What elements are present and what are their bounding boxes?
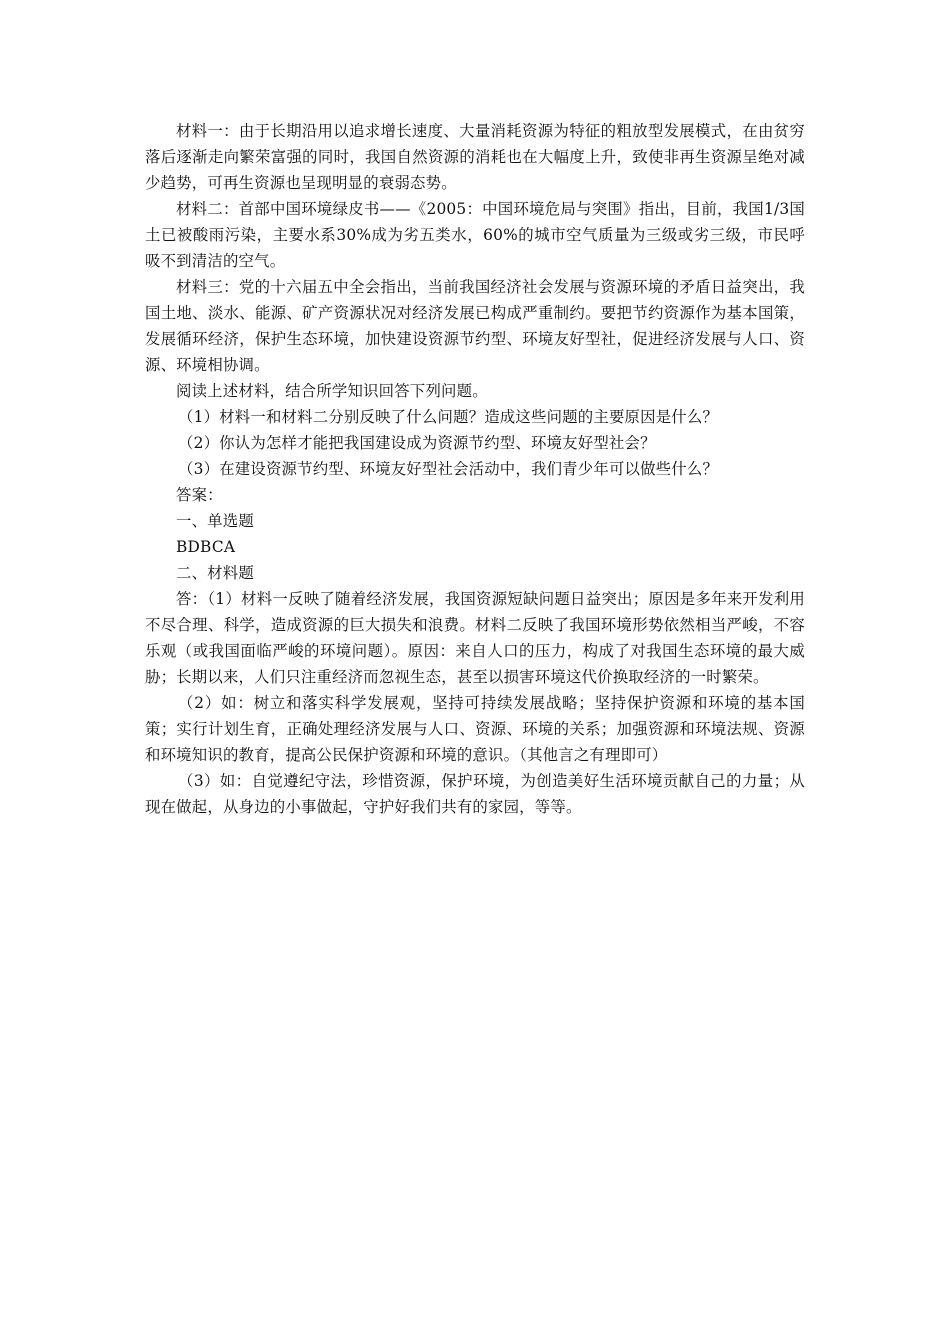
section-single-choice-heading: 一、单选题 bbox=[176, 512, 254, 530]
answer-3-paragraph: （3）如：自觉遵纪守法，珍惜资源，保护环境，为创造美好生活环境贡献自己的力量；从现在做起，从身边的小事做起，守护好我们共有的家园，等等。 bbox=[145, 772, 805, 816]
section-material-heading: 二、材料题 bbox=[176, 564, 254, 582]
answer-2-paragraph: （2）如：树立和落实科学发展观，坚持可持续发展战略；坚持保护资源和环境的基本国策；实行计划生育，正确处理经济发展与人口、资源、环境的关系；加强资源和环境法规、资源和环境知识的教育，提高公民保护资源和环境的意识。（其他言之有理即可） bbox=[145, 694, 805, 764]
question-3: （3）在建设资源节约型、环境友好型社会活动中，我们青少年可以做些什么？ bbox=[178, 460, 719, 478]
material-one-paragraph: 材料一：由于长期沿用以追求增长速度、大量消耗资源为特征的粗放型发展模式，在由贫穷落后逐渐走向繁荣富强的同时，我国自然资源的消耗也在大幅度上升，致使非再生资源呈绝对减少趋势，可再生资源也呈现明显的衰弱态势。 bbox=[145, 122, 805, 192]
material-two-paragraph: 材料二：首部中国环境绿皮书——《2005：中国环境危局与突围》指出，目前，我国1/3国土已被酸雨污染，主要水系30%成为劣五类水，60%的城市空气质量为三级或劣三级，市民呼吸不到清洁的空气。 bbox=[145, 200, 805, 270]
question-2: （2）你认为怎样才能把我国建设成为资源节约型、环境友好型社会？ bbox=[178, 434, 656, 452]
instruction-paragraph: 阅读上述材料，结合所学知识回答下列问题。 bbox=[176, 382, 488, 400]
material-three-paragraph: 材料三：党的十六届五中全会指出，当前我国经济社会发展与资源环境的矛盾日益突出，我国土地、淡水、能源、矿产资源状况对经济发展已构成严重制约。要把节约资源作为基本国策，发展循环经济，保护生态环境，加快建设资源节约型、环境友好型社，促进经济发展与人口、资源、环境相协调。 bbox=[145, 278, 805, 374]
document-page bbox=[145, 118, 805, 820]
single-choice-answers: BDBCA bbox=[176, 538, 236, 556]
answer-1-paragraph: 答：（1）材料一反映了随着经济发展，我国资源短缺问题日益突出；原因是多年来开发利用不尽合理、科学，造成资源的巨大损失和浪费。材料二反映了我国环境形势依然相当严峻，不容乐观（或我国面临严峻的环境问题）。原因：来自人口的压力，构成了对我国生态环境的最大威胁；长期以来，人们只注重经济而忽视生态，甚至以损害环境这代价换取经济的一时繁荣。 bbox=[145, 590, 805, 686]
answer-heading: 答案： bbox=[176, 486, 223, 504]
question-1: （1）材料一和材料二分别反映了什么问题？造成这些问题的主要原因是什么？ bbox=[178, 408, 719, 426]
